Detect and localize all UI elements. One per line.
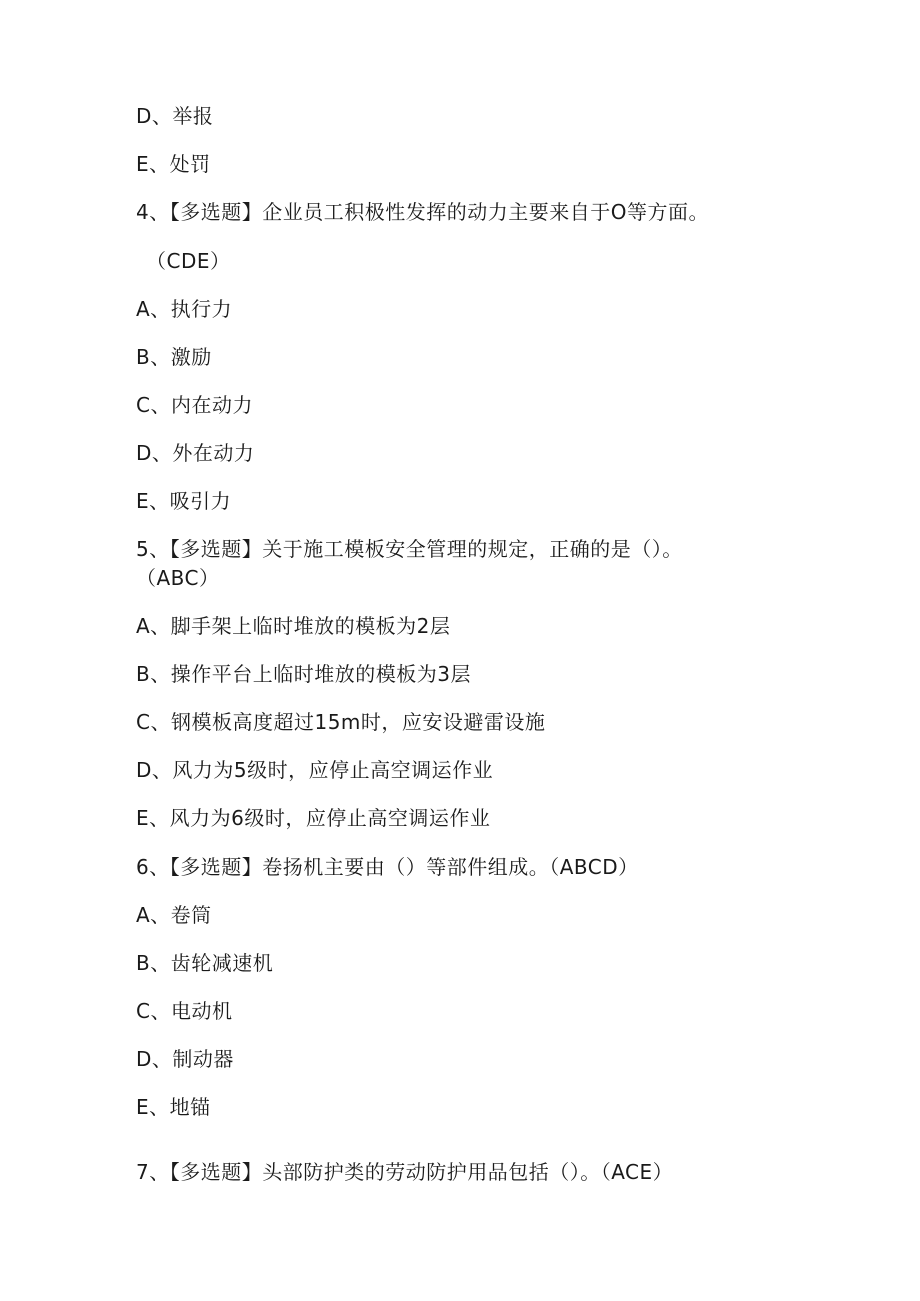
question-5: 5、【多选题】关于施工模板安全管理的规定，正确的是（）。 <box>136 537 683 561</box>
question-4: 4、【多选题】企业员工积极性发挥的动力主要来自于O等方面。 <box>136 200 709 224</box>
option-a-q4: A、执行力 <box>136 297 233 321</box>
answer-q4: （CDE） <box>146 249 231 273</box>
answer-q5: （ABC） <box>136 566 220 590</box>
option-d-q5: D、风力为5级时，应停止高空调运作业 <box>136 758 494 782</box>
option-b-q6: B、齿轮减速机 <box>136 951 274 975</box>
option-d-q4: D、外在动力 <box>136 441 255 465</box>
option-a-q5: A、脚手架上临时堆放的模板为2层 <box>136 614 451 638</box>
option-c-q4: C、内在动力 <box>136 393 253 417</box>
option-c-q5: C、钢模板高度超过15m时，应安设避雷设施 <box>136 710 546 734</box>
option-e-q4: E、吸引力 <box>136 489 232 513</box>
option-e-q5: E、风力为6级时，应停止高空调运作业 <box>136 806 491 830</box>
option-d-q3: D、举报 <box>136 104 214 128</box>
option-e-q3: E、处罚 <box>136 152 211 176</box>
option-e-q6: E、地锚 <box>136 1095 211 1119</box>
question-6: 6、【多选题】卷扬机主要由（）等部件组成。（ABCD） <box>136 855 639 879</box>
option-b-q4: B、激励 <box>136 345 212 369</box>
option-d-q6: D、制动器 <box>136 1047 234 1071</box>
option-b-q5: B、操作平台上临时堆放的模板为3层 <box>136 662 471 686</box>
option-c-q6: C、电动机 <box>136 999 233 1023</box>
question-7: 7、【多选题】头部防护类的劳动防护用品包括（）。（ACE） <box>136 1160 674 1184</box>
option-a-q6: A、卷筒 <box>136 903 212 927</box>
